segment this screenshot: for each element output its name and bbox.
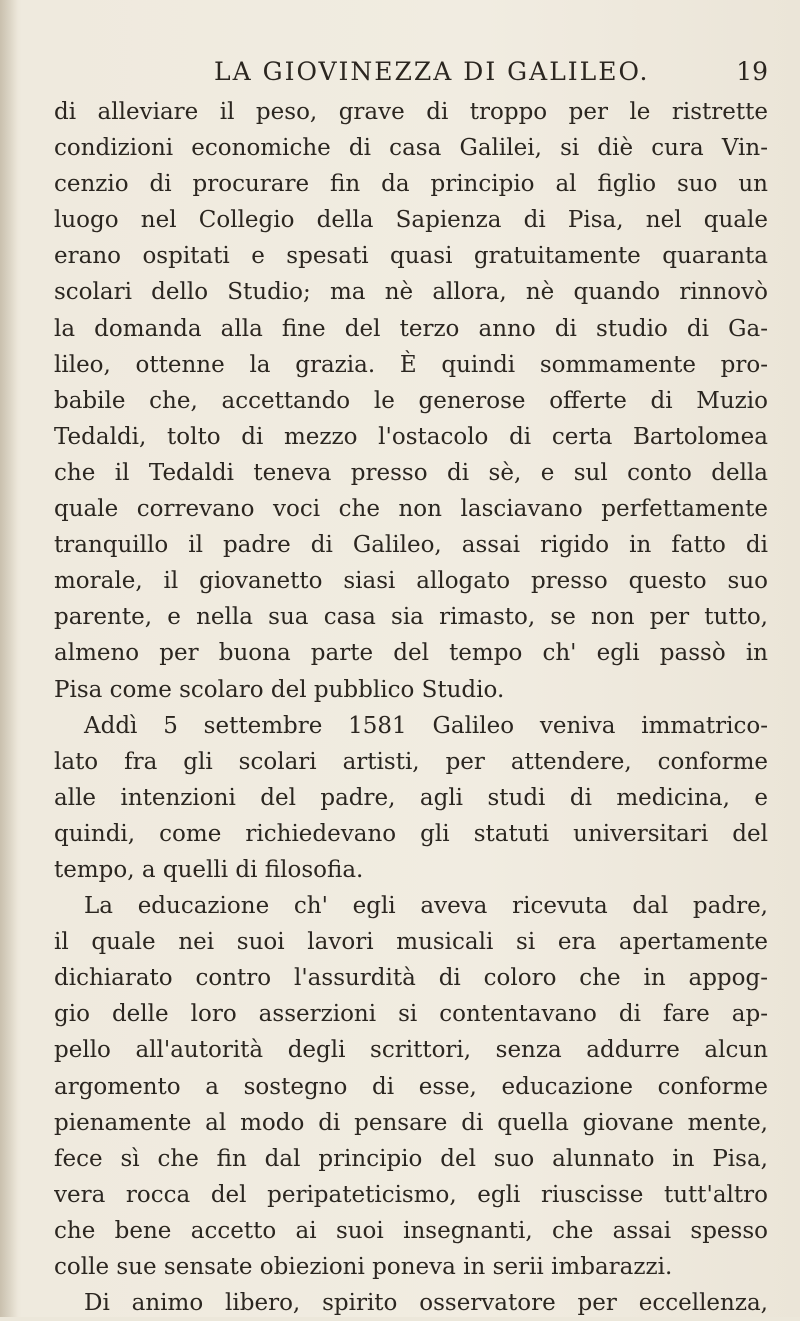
running-title: LA GIOVINEZZA DI GALILEO. xyxy=(214,57,650,86)
text-line: pello all'autorità degli scrittori, senza addurre alcun xyxy=(54,1037,768,1064)
text-line: scolari dello Studio; ma nè allora, nè quando rinnovò xyxy=(54,279,768,306)
text-line: il quale nei suoi lavori musicali si era apertamente xyxy=(54,929,768,956)
text-line: di alleviare il peso, grave di troppo per le ristrette xyxy=(54,99,768,125)
text-line: Di animo libero, spirito osservatore per eccellenza, xyxy=(84,1290,768,1317)
text-line: pienamente al modo di pensare di quella giovane mente, xyxy=(54,1109,768,1136)
text-line: argomento a sostegno di esse, educazione conforme xyxy=(54,1073,768,1100)
text-line: condizioni economiche di casa Galilei, si diè cura Vin- xyxy=(54,135,768,162)
body-text xyxy=(54,94,768,1321)
page-spine-shadow xyxy=(0,0,18,1317)
text-line: Tedaldi, tolto di mezzo l'ostacolo di certa Bartolomea xyxy=(54,423,768,450)
text-line: la domanda alla fine del terzo anno di studio di Ga- xyxy=(54,315,768,342)
text-line: vera rocca del peripateticismo, egli riuscisse tutt'altro xyxy=(54,1181,768,1208)
text-line: almeno per buona parte del tempo ch' egli passò in xyxy=(54,640,768,667)
text-line: Pisa come scolaro del pubblico Studio. xyxy=(54,676,505,703)
text-line: tranquillo il padre di Galileo, assai rigido in fatto di xyxy=(54,532,768,559)
text-line: erano ospitati e spesati quasi gratuitamente quaranta xyxy=(54,243,768,270)
text-line: alle intenzioni del padre, agli studi di medicina, e xyxy=(54,784,768,811)
text-line: parente, e nella sua casa sia rimasto, se non per tutto, xyxy=(54,604,768,631)
text-line: babile che, accettando le generose offerte di Muzio xyxy=(54,387,768,414)
text-line: che bene accetto ai suoi insegnanti, che assai spesso xyxy=(54,1217,768,1244)
text-line: fece sì che fin dal principio del suo alunnato in Pisa, xyxy=(54,1145,768,1172)
text-line: colle sue sensate obiezioni poneva in serii imbarazzi. xyxy=(54,1254,673,1280)
text-line: dichiarato contro l'assurdità di coloro che in appog- xyxy=(54,965,768,992)
text-line: tempo, a quelli di filosofia. xyxy=(54,856,364,883)
running-head xyxy=(54,56,774,88)
text-line: quindi, come richiedevano gli statuti universitari del xyxy=(54,820,768,847)
text-line: lato fra gli scolari artisti, per attendere, conforme xyxy=(54,748,768,775)
text-line: che il Tedaldi teneva presso di sè, e sul conto della xyxy=(54,459,768,486)
text-line: morale, il giovanetto siasi allogato presso questo suo xyxy=(54,568,768,595)
text-line: cenzio di procurare fin da principio al figlio suo un xyxy=(54,171,768,198)
text-line: Addì 5 settembre 1581 Galileo veniva immatrico- xyxy=(84,712,768,739)
text-line: luogo nel Collegio della Sapienza di Pisa, nel quale xyxy=(54,207,768,234)
text-line: quale correvano voci che non lasciavano perfettamente xyxy=(54,496,768,523)
text-line: La educazione ch' egli aveva ricevuta dal padre, xyxy=(84,893,768,920)
text-line: gio delle loro asserzioni si contentavano di fare ap- xyxy=(54,1001,768,1028)
text-line: lileo, ottenne la grazia. È quindi sommamente pro- xyxy=(54,351,768,378)
page-number: 19 xyxy=(736,57,768,86)
